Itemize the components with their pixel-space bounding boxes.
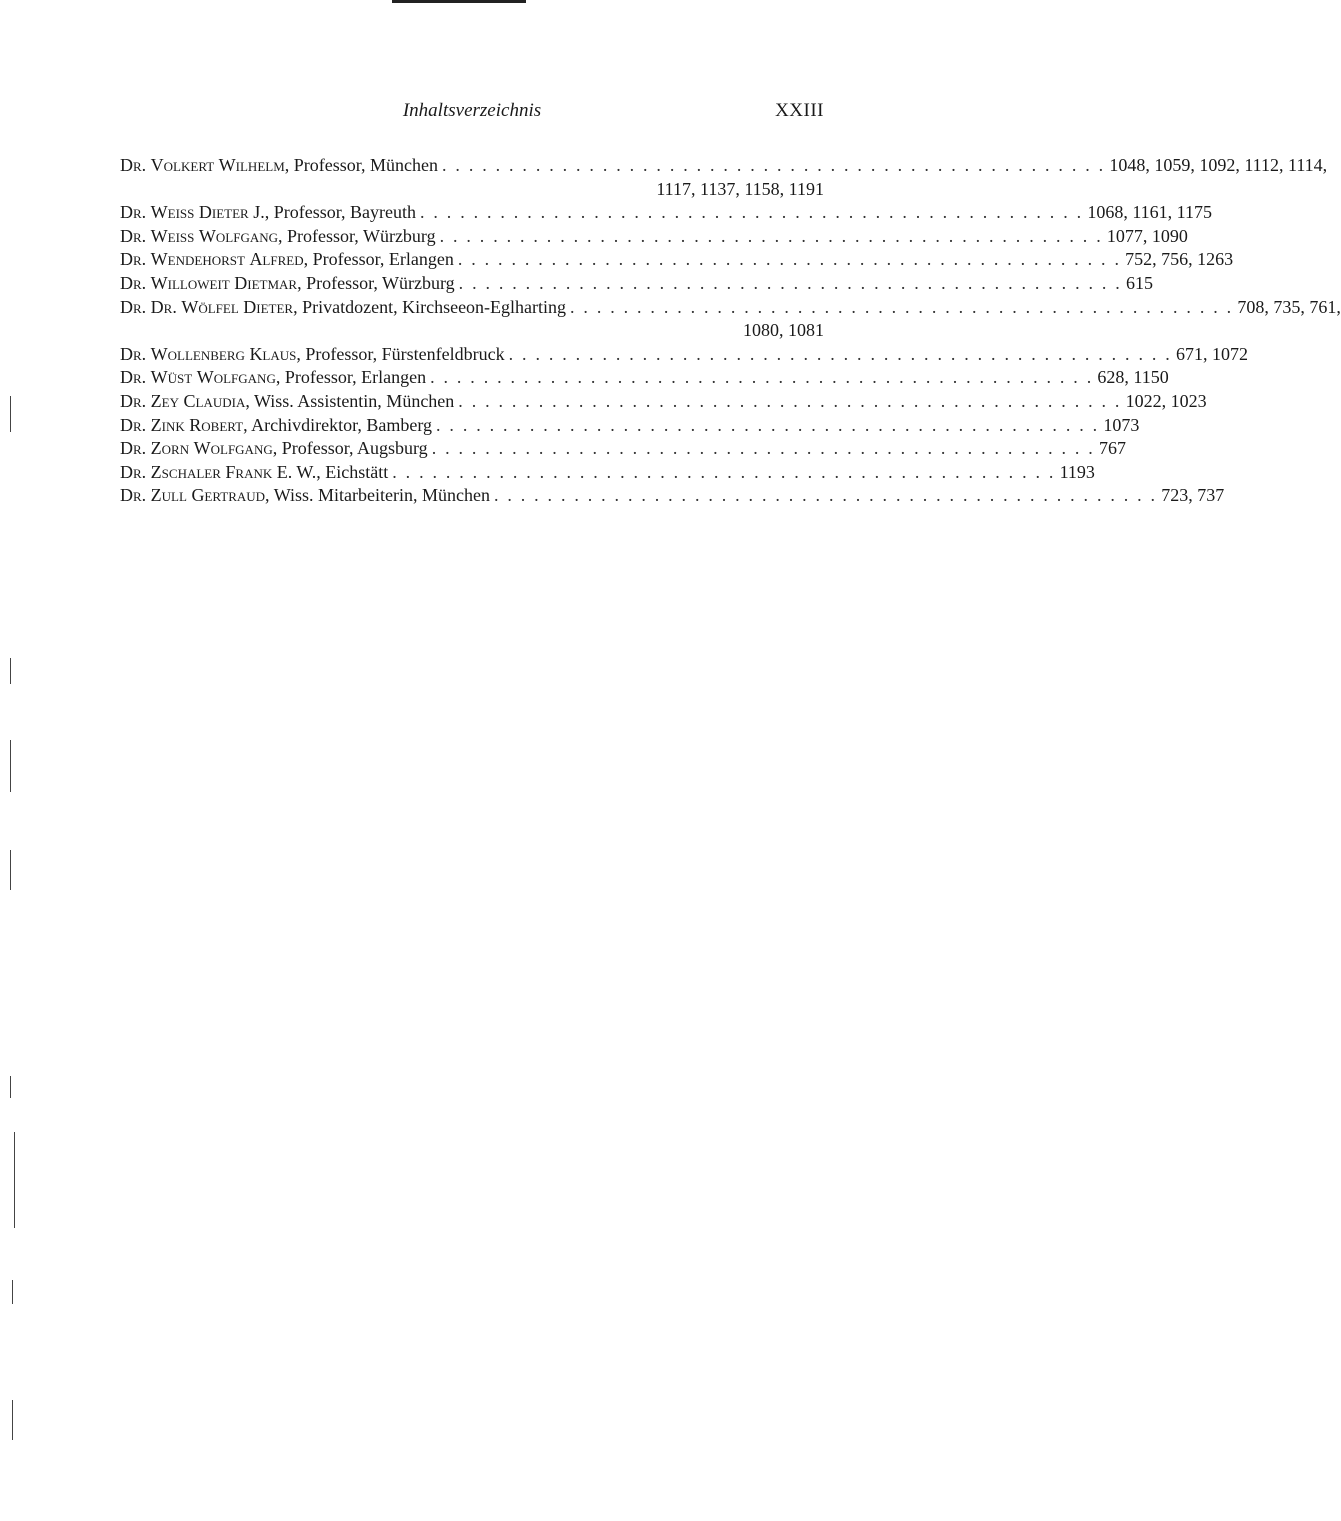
surname: Zey xyxy=(150,390,179,411)
surname: Zschaler xyxy=(150,461,221,482)
given-name: Robert xyxy=(189,414,244,435)
page-references: 1048, 1059, 1092, 1112, 1114, xyxy=(1109,155,1328,175)
entry-details: , Professor, Würzburg xyxy=(278,225,436,246)
entry-name xyxy=(120,437,428,461)
dot-leader: . . . . . . . . . . . . . . . . . . . . . . . . . . . . . . . . . . . . . . . . . . . . . . . . . . xyxy=(458,272,1122,293)
academic-title: Dr. xyxy=(120,461,147,482)
given-name: Frank xyxy=(225,461,273,482)
page-references: 752, 756, 1263 xyxy=(1125,249,1234,270)
surname: Weiss xyxy=(150,225,195,246)
page-references: 628, 1150 xyxy=(1097,367,1169,388)
index-entry xyxy=(120,154,1328,201)
page-references: 708, 735, 761, xyxy=(1237,296,1341,317)
entry-name xyxy=(120,225,436,249)
entry-name xyxy=(120,414,432,438)
scan-artifact xyxy=(10,850,11,890)
entry-details: , Privatdozent, Kirchseeon-Eglharting xyxy=(293,296,567,317)
index-entry xyxy=(120,366,1169,390)
contributor-index xyxy=(120,154,1341,508)
surname: Wendehorst xyxy=(150,249,245,270)
entry-details: , Professor, Erlangen xyxy=(303,249,454,270)
academic-title: Dr. xyxy=(120,438,147,459)
entry-details: , Archivdirektor, Bamberg xyxy=(243,414,433,435)
page-references: 671, 1072 xyxy=(1175,343,1248,364)
page-references: 723, 737 xyxy=(1161,485,1225,506)
entry-details: J., Professor, Bayreuth xyxy=(248,202,416,223)
entry-name xyxy=(120,366,426,390)
index-entry xyxy=(120,461,1095,485)
given-name: Dieter xyxy=(198,202,249,223)
academic-title: Dr. xyxy=(120,485,147,506)
entry-details: , Wiss. Mitarbeiterin, München xyxy=(265,485,490,506)
dot-leader: . . . . . . . . . . . . . . . . . . . . . . . . . . . . . . . . . . . . . . . . . . . . . . . . . . xyxy=(430,367,1094,388)
entry-name xyxy=(120,296,566,320)
scan-artifact xyxy=(10,396,11,432)
academic-title: Dr. xyxy=(120,414,147,435)
entry-name xyxy=(120,201,416,225)
academic-title: Dr. xyxy=(120,249,147,270)
dot-leader: . . . . . . . . . . . . . . . . . . . . . . . . . . . . . . . . . . . . . . . . . . . . . . . . . . xyxy=(442,155,1106,175)
academic-title: Dr. Dr. xyxy=(120,296,177,317)
page-references: 767 xyxy=(1099,438,1126,459)
surname: Zull xyxy=(150,485,187,506)
entry-details: , Professor, Würzburg xyxy=(297,272,455,293)
index-entry xyxy=(120,414,1140,438)
surname: Willoweit xyxy=(150,272,230,293)
entry-name xyxy=(120,390,454,414)
entry-details: , Professor, Erlangen xyxy=(275,367,427,388)
dot-leader: . . . . . . . . . . . . . . . . . . . . . . . . . . . . . . . . . . . . . . . . . . . . . . . . . . xyxy=(439,225,1103,246)
entry-name xyxy=(120,272,455,296)
page-references: 1193 xyxy=(1059,461,1095,482)
given-name: Gertraud xyxy=(191,485,266,506)
given-name: Wolfgang xyxy=(193,438,273,459)
index-entry xyxy=(120,201,1212,225)
given-name: Alfred xyxy=(249,249,304,270)
dot-leader: . . . . . . . . . . . . . . . . . . . . . . . . . . . . . . . . . . . . . . . . . . . . . . . . . . xyxy=(458,390,1122,411)
academic-title: Dr. xyxy=(120,225,147,246)
academic-title: Dr. xyxy=(120,272,147,293)
scan-artifact-top xyxy=(392,0,526,3)
given-name: Dietmar xyxy=(234,272,298,293)
index-entry xyxy=(120,296,1341,343)
entry-details: , Professor, Fürstenfeldbruck xyxy=(296,343,505,364)
dot-leader: . . . . . . . . . . . . . . . . . . . . . . . . . . . . . . . . . . . . . . . . . . . . . . . . . . xyxy=(431,438,1095,459)
page-references: 1073 xyxy=(1103,414,1140,435)
page-references: 615 xyxy=(1125,272,1153,293)
scan-artifact xyxy=(10,658,11,684)
given-name: Dieter xyxy=(243,296,294,317)
index-entry xyxy=(120,343,1248,367)
index-entry xyxy=(120,390,1207,414)
given-name: Claudia xyxy=(183,390,246,411)
scan-artifact xyxy=(12,1400,13,1440)
entry-name xyxy=(120,343,505,367)
dot-leader: . . . . . . . . . . . . . . . . . . . . . . . . . . . . . . . . . . . . . . . . . . . . . . . . . . xyxy=(436,414,1100,435)
scan-artifact xyxy=(14,1132,15,1228)
dot-leader: . . . . . . . . . . . . . . . . . . . . . . . . . . . . . . . . . . . . . . . . . . . . . . . . . . xyxy=(493,485,1158,506)
academic-title: Dr. xyxy=(120,390,147,411)
given-name: Wolfgang xyxy=(196,367,276,388)
academic-title: Dr. xyxy=(120,367,147,388)
scan-artifact xyxy=(12,1280,13,1304)
given-name: Wilhelm xyxy=(218,155,285,175)
academic-title: Dr. xyxy=(120,343,147,364)
given-name: Wolfgang xyxy=(198,225,279,246)
index-entry xyxy=(120,272,1153,296)
page-references-continued: 1117, 1137, 1158, 1191 xyxy=(656,178,824,199)
dot-leader: . . . . . . . . . . . . . . . . . . . . . . . . . . . . . . . . . . . . . . . . . . . . . . . . . . xyxy=(420,202,1084,223)
entry-name xyxy=(120,154,438,178)
dot-leader: . . . . . . . . . . . . . . . . . . . . . . . . . . . . . . . . . . . . . . . . . . . . . . . . . . xyxy=(508,343,1172,364)
surname: Wölfel xyxy=(181,296,239,317)
running-title: Inhaltsverzeichnis xyxy=(402,100,542,121)
surname: Weiss xyxy=(150,202,195,223)
running-header xyxy=(120,100,824,128)
dot-leader: . . . . . . . . . . . . . . . . . . . . . . . . . . . . . . . . . . . . . . . . . . . . . . . . . . xyxy=(570,296,1234,317)
index-entry xyxy=(120,484,1225,508)
dot-leader: . . . . . . . . . . . . . . . . . . . . . . . . . . . . . . . . . . . . . . . . . . . . . . . . . . xyxy=(392,461,1056,482)
scan-artifact xyxy=(10,740,11,792)
page-references: 1068, 1161, 1175 xyxy=(1087,202,1212,223)
academic-title: Dr. xyxy=(120,155,147,175)
surname: Wollenberg xyxy=(150,343,245,364)
index-entry xyxy=(120,248,1234,272)
surname: Volkert xyxy=(150,155,215,175)
index-entry xyxy=(120,225,1188,249)
surname: Zink xyxy=(150,414,185,435)
surname: Zorn xyxy=(150,438,190,459)
entry-details: E. W., Eichstätt xyxy=(272,461,389,482)
entry-details: , Wiss. Assistentin, München xyxy=(245,390,455,411)
page-references: 1077, 1090 xyxy=(1106,225,1188,246)
page-references: 1022, 1023 xyxy=(1125,390,1207,411)
page-references-continued: 1080, 1081 xyxy=(743,320,824,341)
dot-leader: . . . . . . . . . . . . . . . . . . . . . . . . . . . . . . . . . . . . . . . . . . . . . . . . . . xyxy=(457,249,1122,270)
scan-artifact xyxy=(10,1076,11,1098)
entry-name xyxy=(120,484,490,508)
entry-name xyxy=(120,248,454,272)
entry-details: , Professor, Augsburg xyxy=(272,438,428,459)
index-entry xyxy=(120,437,1126,461)
given-name: Klaus xyxy=(249,343,297,364)
entry-name xyxy=(120,461,388,485)
academic-title: Dr. xyxy=(120,202,147,223)
entry-details: , Professor, München xyxy=(284,155,439,175)
page-number: XXIII xyxy=(775,100,824,121)
surname: Wüst xyxy=(150,367,193,388)
